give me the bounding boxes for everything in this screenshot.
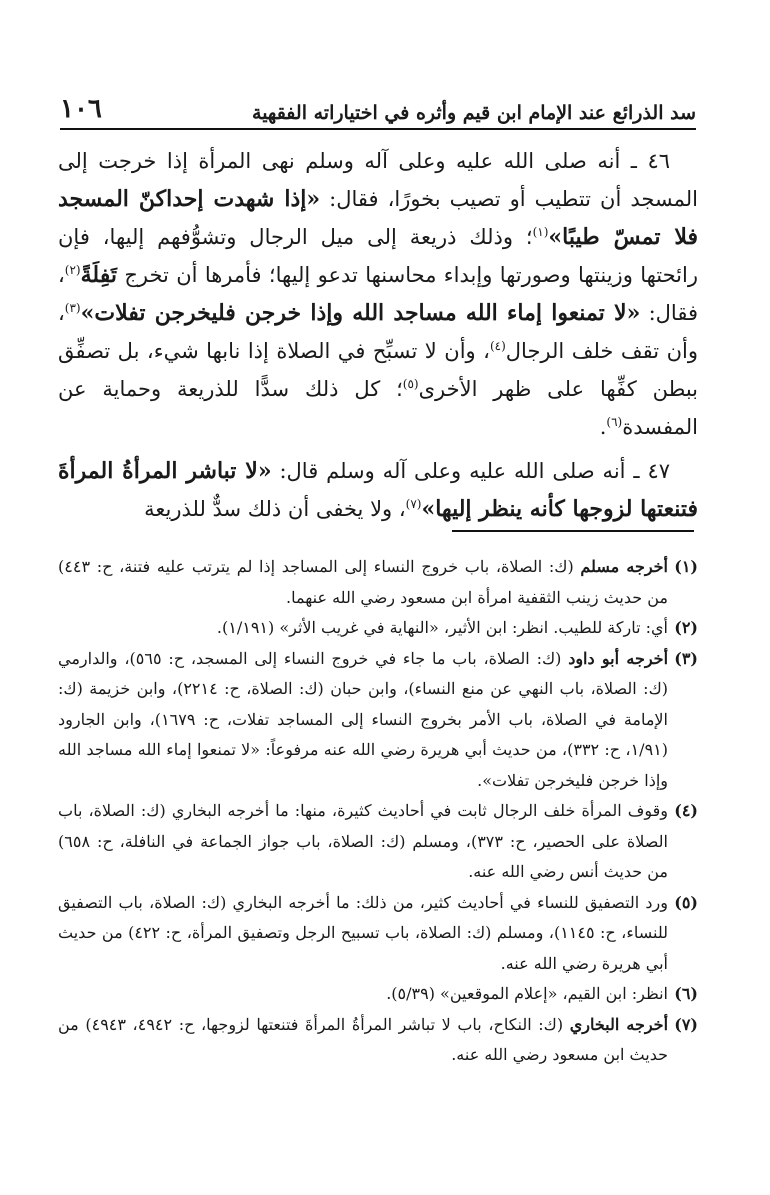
- text-segment: ٤٦ ـ أنه صلى الله عليه وعلى آله وسلم نهى المرأة إذا خرجت إلى المسجد أن تتطيب أو تصيب بخورًا، فقال:: [58, 149, 698, 211]
- term-tafila: تَفِلَةً: [80, 262, 117, 288]
- footnote-body: (ك: النكاح، باب لا تباشر المرأةُ المرأةَ فتنعتها لزوجها، ح: ٤٩٤٢، ٤٩٤٣) من حديث ابن مسعود رضي الله عنه.: [58, 1014, 668, 1064]
- footnote-ref[interactable]: (٢): [64, 263, 81, 277]
- footnote-body: «إعلام الموقعين» (٥/٣٩).: [386, 984, 563, 1003]
- paragraph-47: [58, 452, 698, 528]
- footnote-text: [58, 796, 668, 888]
- footnote-item: [58, 979, 698, 1010]
- hadith-quote: «لا تباشر المرأةُ المرأةَ فتنعتها لزوجها كأنه ينظر إليها»: [58, 458, 698, 522]
- footnote-lead: ورد التصفيق للنساء في أحاديث كثير، من ذلك: ما أخرجه البخاري: [232, 892, 669, 912]
- text-segment: ، وأن لا تسبِّح في الصلاة إذا نابها شيء، بل تصفِّق ببطن كفِّها على ظهر الأخرى: [58, 339, 698, 401]
- text-segment: ، ولا يخفى أن ذلك سدٌّ للذريعة: [144, 497, 406, 521]
- footnote-number: (٣): [674, 648, 698, 668]
- footnote-item: [58, 888, 698, 980]
- page-number: ١٠٦: [60, 94, 102, 124]
- footnote-divider: [452, 530, 694, 532]
- running-title: سد الذرائع عند الإمام ابن قيم وأثره في اختياراته الفقهية: [252, 102, 696, 124]
- footnote-ref[interactable]: (٥): [402, 377, 419, 391]
- footnote-ref[interactable]: (٣): [64, 301, 81, 315]
- running-header: [60, 86, 696, 130]
- footnote-lead: أخرجه أبو داود: [568, 648, 669, 668]
- footnote-number: (١): [674, 557, 698, 576]
- footnote-text: [58, 552, 668, 613]
- footnote-body: (ك: الصلاة، باب ما جاء في خروج النساء إلى المسجد، ح: ٥٦٥)، والدارمي (ك: الصلاة، باب النهي عن منع النساء)، وابن حبان (ك: الصلاة، ح: ٢٢١٤)، وابن خزيمة (ك: الإمامة في الصلاة، باب الأمر بخروج النساء إلى المساجد تفلات، ح: ١٦٧٩)، وابن الجارود (١/٩١، ح: ٣٣٢)، من حديث أبي هريرة رضي الله عنه مرفوعاً: «لا تمنعوا إماء الله مساجد الله وإذا خرجن فليخرجن تفلات».: [58, 648, 669, 790]
- footnote-lead: أي: تاركة للطيب.: [553, 618, 668, 637]
- footnote-ref[interactable]: (٧): [405, 497, 422, 511]
- footnote-lead: انظر: ابن القيم،: [562, 984, 668, 1003]
- footnote-ref[interactable]: (٦): [606, 415, 623, 429]
- footnote-item: [58, 644, 698, 797]
- hadith-quote: «لا تمنعوا إماء الله مساجد الله وإذا خرجن فليخرجن تفلات»: [80, 300, 641, 326]
- footnote-item: [58, 1010, 698, 1071]
- footnote-lead: أخرجه مسلم: [580, 557, 668, 576]
- footnote-item: [58, 796, 698, 888]
- text-segment: .: [599, 415, 607, 439]
- text-segment: ، فقال:: [58, 263, 698, 325]
- footnote-body: (ك: الصلاة، باب التصفيق للنساء، ح: ١١٤٥)، ومسلم (ك: الصلاة، باب تسبيح الرجل وتصفيق المرأة، ح: ٤٢٢) من حديث أبي هريرة رضي الله عنه.: [58, 892, 669, 973]
- text-segment: ؛ كل ذلك سدًّا للذريعة وحماية عن المفسدة: [58, 377, 698, 439]
- footnote-lead: أخرجه البخاري: [569, 1014, 669, 1034]
- footnote-number: (٦): [674, 984, 698, 1003]
- text-segment: ٤٧ ـ أنه صلى الله عليه وعلى آله وسلم قال:: [271, 459, 670, 483]
- footnote-body: (ك: الصلاة، باب الصلاة على الحصير، ح: ٣٧٣)، ومسلم (ك: الصلاة، باب جواز الجماعة في النافلة، ح: ٦٥٨) من حديث أنس رضي الله عنه.: [58, 801, 668, 881]
- paragraph-46: [58, 142, 698, 446]
- footnote-body: (ك: الصلاة، باب خروج النساء إلى المساجد إذا لم يترتب عليه فتنة، ح: ٤٤٣) من حديث زينب الثقفية امرأة ابن مسعود رضي الله عنهما.: [58, 557, 668, 607]
- footnote-item: [58, 552, 698, 613]
- footnote-text: [58, 644, 668, 797]
- footnote-body: انظر: ابن الأثير، «النهاية في غريب الأثر» (١/١٩١).: [216, 618, 554, 637]
- footnote-ref[interactable]: (١): [532, 225, 549, 239]
- hadith-quote: «إذا شهدت إحداكنّ المسجد فلا تمسّ طيبًا»: [58, 186, 699, 250]
- footnote-number: (٤): [674, 801, 698, 820]
- footnote-text: [58, 613, 668, 644]
- footnote-text: [58, 979, 668, 1010]
- footnote-number: (٧): [674, 1014, 698, 1034]
- footnote-text: [58, 888, 668, 980]
- footnote-ref[interactable]: (٤): [489, 339, 506, 353]
- text-segment: ، وأن تقف خلف الرجال: [58, 301, 698, 363]
- text-segment: ؛ وذلك ذريعة إلى ميل الرجال وتشوُّفهم إليها، فإن رائحتها وزينتها وصورتها وإبداء محاسنها تدعو إليها؛ فأمرها أن تخرج: [58, 225, 698, 287]
- footnote-number: (٥): [674, 892, 698, 912]
- footnotes: [58, 552, 698, 1071]
- footnote-text: [58, 1010, 668, 1071]
- footnote-item: [58, 613, 698, 644]
- footnote-lead: وقوف المرأة خلف الرجال ثابت في أحاديث كثيرة، منها: ما أخرجه البخاري: [171, 801, 669, 820]
- main-text: [58, 142, 698, 534]
- footnote-number: (٢): [674, 618, 698, 637]
